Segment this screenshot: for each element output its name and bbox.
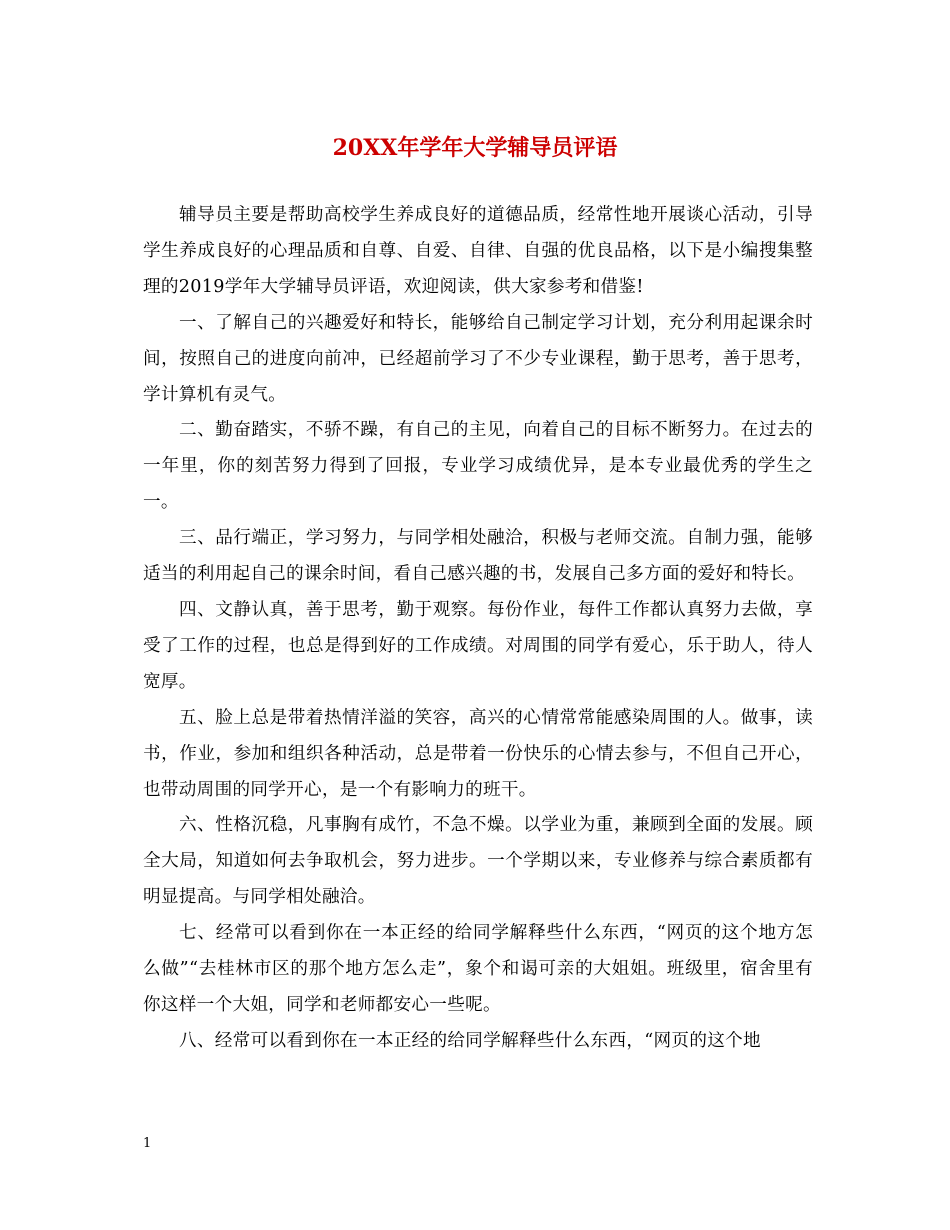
comment-paragraph-8: 八、经常可以看到你在一本正经的给同学解释些什么东西，“网页的这个地 [179,1030,761,1051]
comment-paragraph-1: 一、了解自己的兴趣爱好和特长，能够给自己制定学习计划，充分利用起课余时间，按照自己的进度向前冲，已经超前学习了不少专业课程，勤于思考，善于思考，学计算机有灵气。 [143,312,813,405]
comment-paragraph-3: 三、品行端正，学习努力，与同学相处融洽，积极与老师交流。自制力强，能够适当的利用起自己的课余时间，看自己感兴趣的书，发展自己多方面的爱好和特长。 [143,528,813,585]
comment-paragraph-7: 七、经常可以看到你在一本正经的给同学解释些什么东西，“网页的这个地方怎么做”“去桂林市区的那个地方怎么走”，象个和谒可亲的大姐姐。班级里，宿舍里有你这样一个大姐，同学和老师都安心一些呢。 [143,923,813,1015]
comment-paragraph-6: 六、性格沉稳，凡事胸有成竹，不急不燥。以学业为重，兼顾到全面的发展。顾全大局，知道如何去争取机会，努力进步。一个学期以来，专业修养与综合素质都有明显提高。与同学相处融洽。 [143,815,813,908]
page-number: 1 [143,1136,152,1151]
comment-paragraph-2: 二、勤奋踏实，不骄不躁，有自己的主见，向着自己的目标不断努力。在过去的一年里，你的刻苦努力得到了回报，专业学习成绩优异，是本专业最优秀的学生之一。 [143,420,813,513]
document-title: 20XX年学年大学辅导员评语 [332,135,618,161]
comment-paragraph-4: 四、文静认真，善于思考，勤于观察。每份作业，每件工作都认真努力去做，享受了工作的过程，也总是得到好的工作成绩。对周围的同学有爱心，乐于助人，待人宽厚。 [143,599,813,692]
intro-paragraph: 辅导员主要是帮助高校学生养成良好的道德品质，经常性地开展谈心活动，引导学生养成良好的心理品质和自尊、自爱、自律、自强的优良品格，以下是小编搜集整理的2019学年大学辅导员评语，欢迎阅读，供大家参考和借鉴! [143,205,813,297]
document-body [143,198,813,1060]
comment-paragraph-5: 五、脸上总是带着热情洋溢的笑容，高兴的心情常常能感染周围的人。做事，读书，作业，参加和组织各种活动，总是带着一份快乐的心情去参与，不但自己开心，也带动周围的同学开心，是一个有影响力的班干。 [143,707,813,800]
